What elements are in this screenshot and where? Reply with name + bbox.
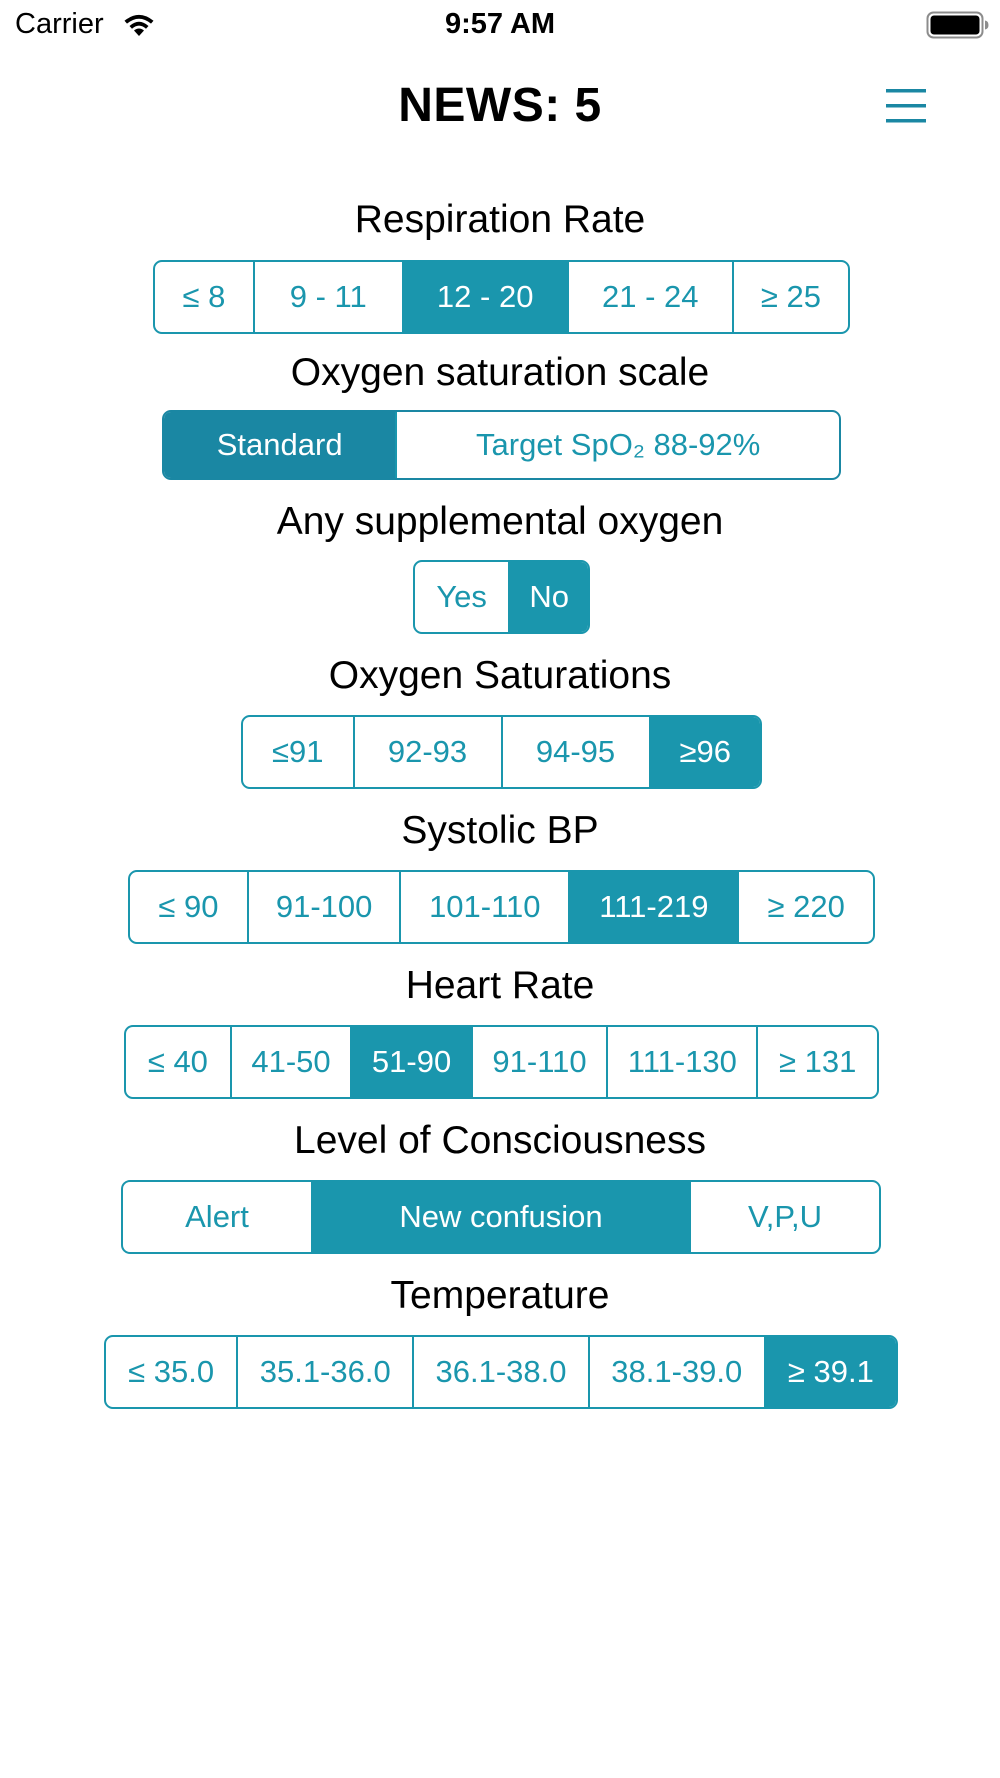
systolic-bp-label: Systolic BP [401, 809, 599, 852]
oxygen-saturations-option[interactable]: 92-93 [355, 717, 503, 787]
heart-rate-option[interactable]: 111-130 [608, 1027, 758, 1097]
consciousness-option[interactable]: Alert [123, 1182, 313, 1252]
respiration-option[interactable]: 9 - 11 [255, 262, 404, 332]
consciousness-label: Level of Consciousness [294, 1119, 706, 1162]
heart-rate-label: Heart Rate [405, 964, 595, 1007]
battery-icon [926, 10, 990, 40]
temperature-option[interactable]: ≥ 39.1 [766, 1337, 896, 1407]
temperature-option[interactable]: 38.1-39.0 [590, 1337, 766, 1407]
temperature-option[interactable]: 36.1-38.0 [414, 1337, 590, 1407]
supplemental-oxygen-control [413, 560, 590, 634]
page-title: NEWS: 5 [398, 79, 602, 132]
respiration-option[interactable]: 12 - 20 [404, 262, 569, 332]
temperature-label: Temperature [390, 1274, 610, 1317]
temperature-control [104, 1335, 898, 1409]
heart-rate-option[interactable]: ≥ 131 [779, 1044, 857, 1079]
heart-rate-option[interactable]: 41-50 [232, 1027, 353, 1097]
oxygen-saturations-option[interactable]: ≤91 [243, 717, 355, 787]
respiration-option[interactable]: 21 - 24 [569, 262, 734, 332]
systolic-bp-option[interactable]: 111-219 [570, 872, 739, 942]
respiration-option[interactable]: ≤ 8 [155, 262, 255, 332]
status-time: 9:57 AM [444, 8, 556, 40]
heart-rate-option[interactable]: 51-90 [352, 1027, 473, 1097]
systolic-bp-option[interactable]: 91-100 [249, 872, 401, 942]
systolic-bp-control [128, 870, 875, 944]
oxygen-scale-option[interactable]: Standard [164, 412, 397, 478]
consciousness-control [121, 1180, 881, 1254]
oxygen-saturations-label: Oxygen Saturations [328, 654, 672, 697]
consciousness-option[interactable]: V,P,U [747, 1199, 823, 1234]
supplemental-oxygen-option[interactable]: Yes [415, 562, 510, 632]
oxygen-scale-option[interactable]: Target SpO₂ 88-92% [476, 427, 761, 462]
respiration-rate-label: Respiration Rate [354, 198, 646, 241]
respiration-rate-control [153, 260, 850, 334]
supplemental-oxygen-option[interactable]: No [510, 562, 588, 632]
hamburger-menu-icon[interactable] [884, 86, 928, 126]
systolic-bp-option[interactable]: 101-110 [401, 872, 570, 942]
systolic-bp-option[interactable]: ≤ 90 [130, 872, 249, 942]
systolic-bp-option[interactable]: ≥ 220 [767, 889, 845, 924]
heart-rate-option[interactable]: 91-110 [473, 1027, 608, 1097]
temperature-option[interactable]: ≤ 35.0 [106, 1337, 238, 1407]
supplemental-oxygen-label: Any supplemental oxygen [276, 500, 724, 543]
carrier-label: Carrier [15, 8, 104, 40]
oxygen-saturations-option[interactable]: 94-95 [503, 717, 651, 787]
oxygen-saturations-option[interactable]: ≥96 [651, 717, 761, 787]
oxygen-scale-label: Oxygen saturation scale [290, 351, 710, 394]
status-bar [0, 0, 1000, 50]
consciousness-option[interactable]: New confusion [313, 1182, 691, 1252]
oxygen-saturations-control [241, 715, 762, 789]
heart-rate-option[interactable]: ≤ 40 [126, 1027, 232, 1097]
oxygen-scale-control [162, 410, 841, 480]
temperature-option[interactable]: 35.1-36.0 [238, 1337, 414, 1407]
heart-rate-control [124, 1025, 879, 1099]
respiration-option[interactable]: ≥ 25 [760, 279, 821, 314]
